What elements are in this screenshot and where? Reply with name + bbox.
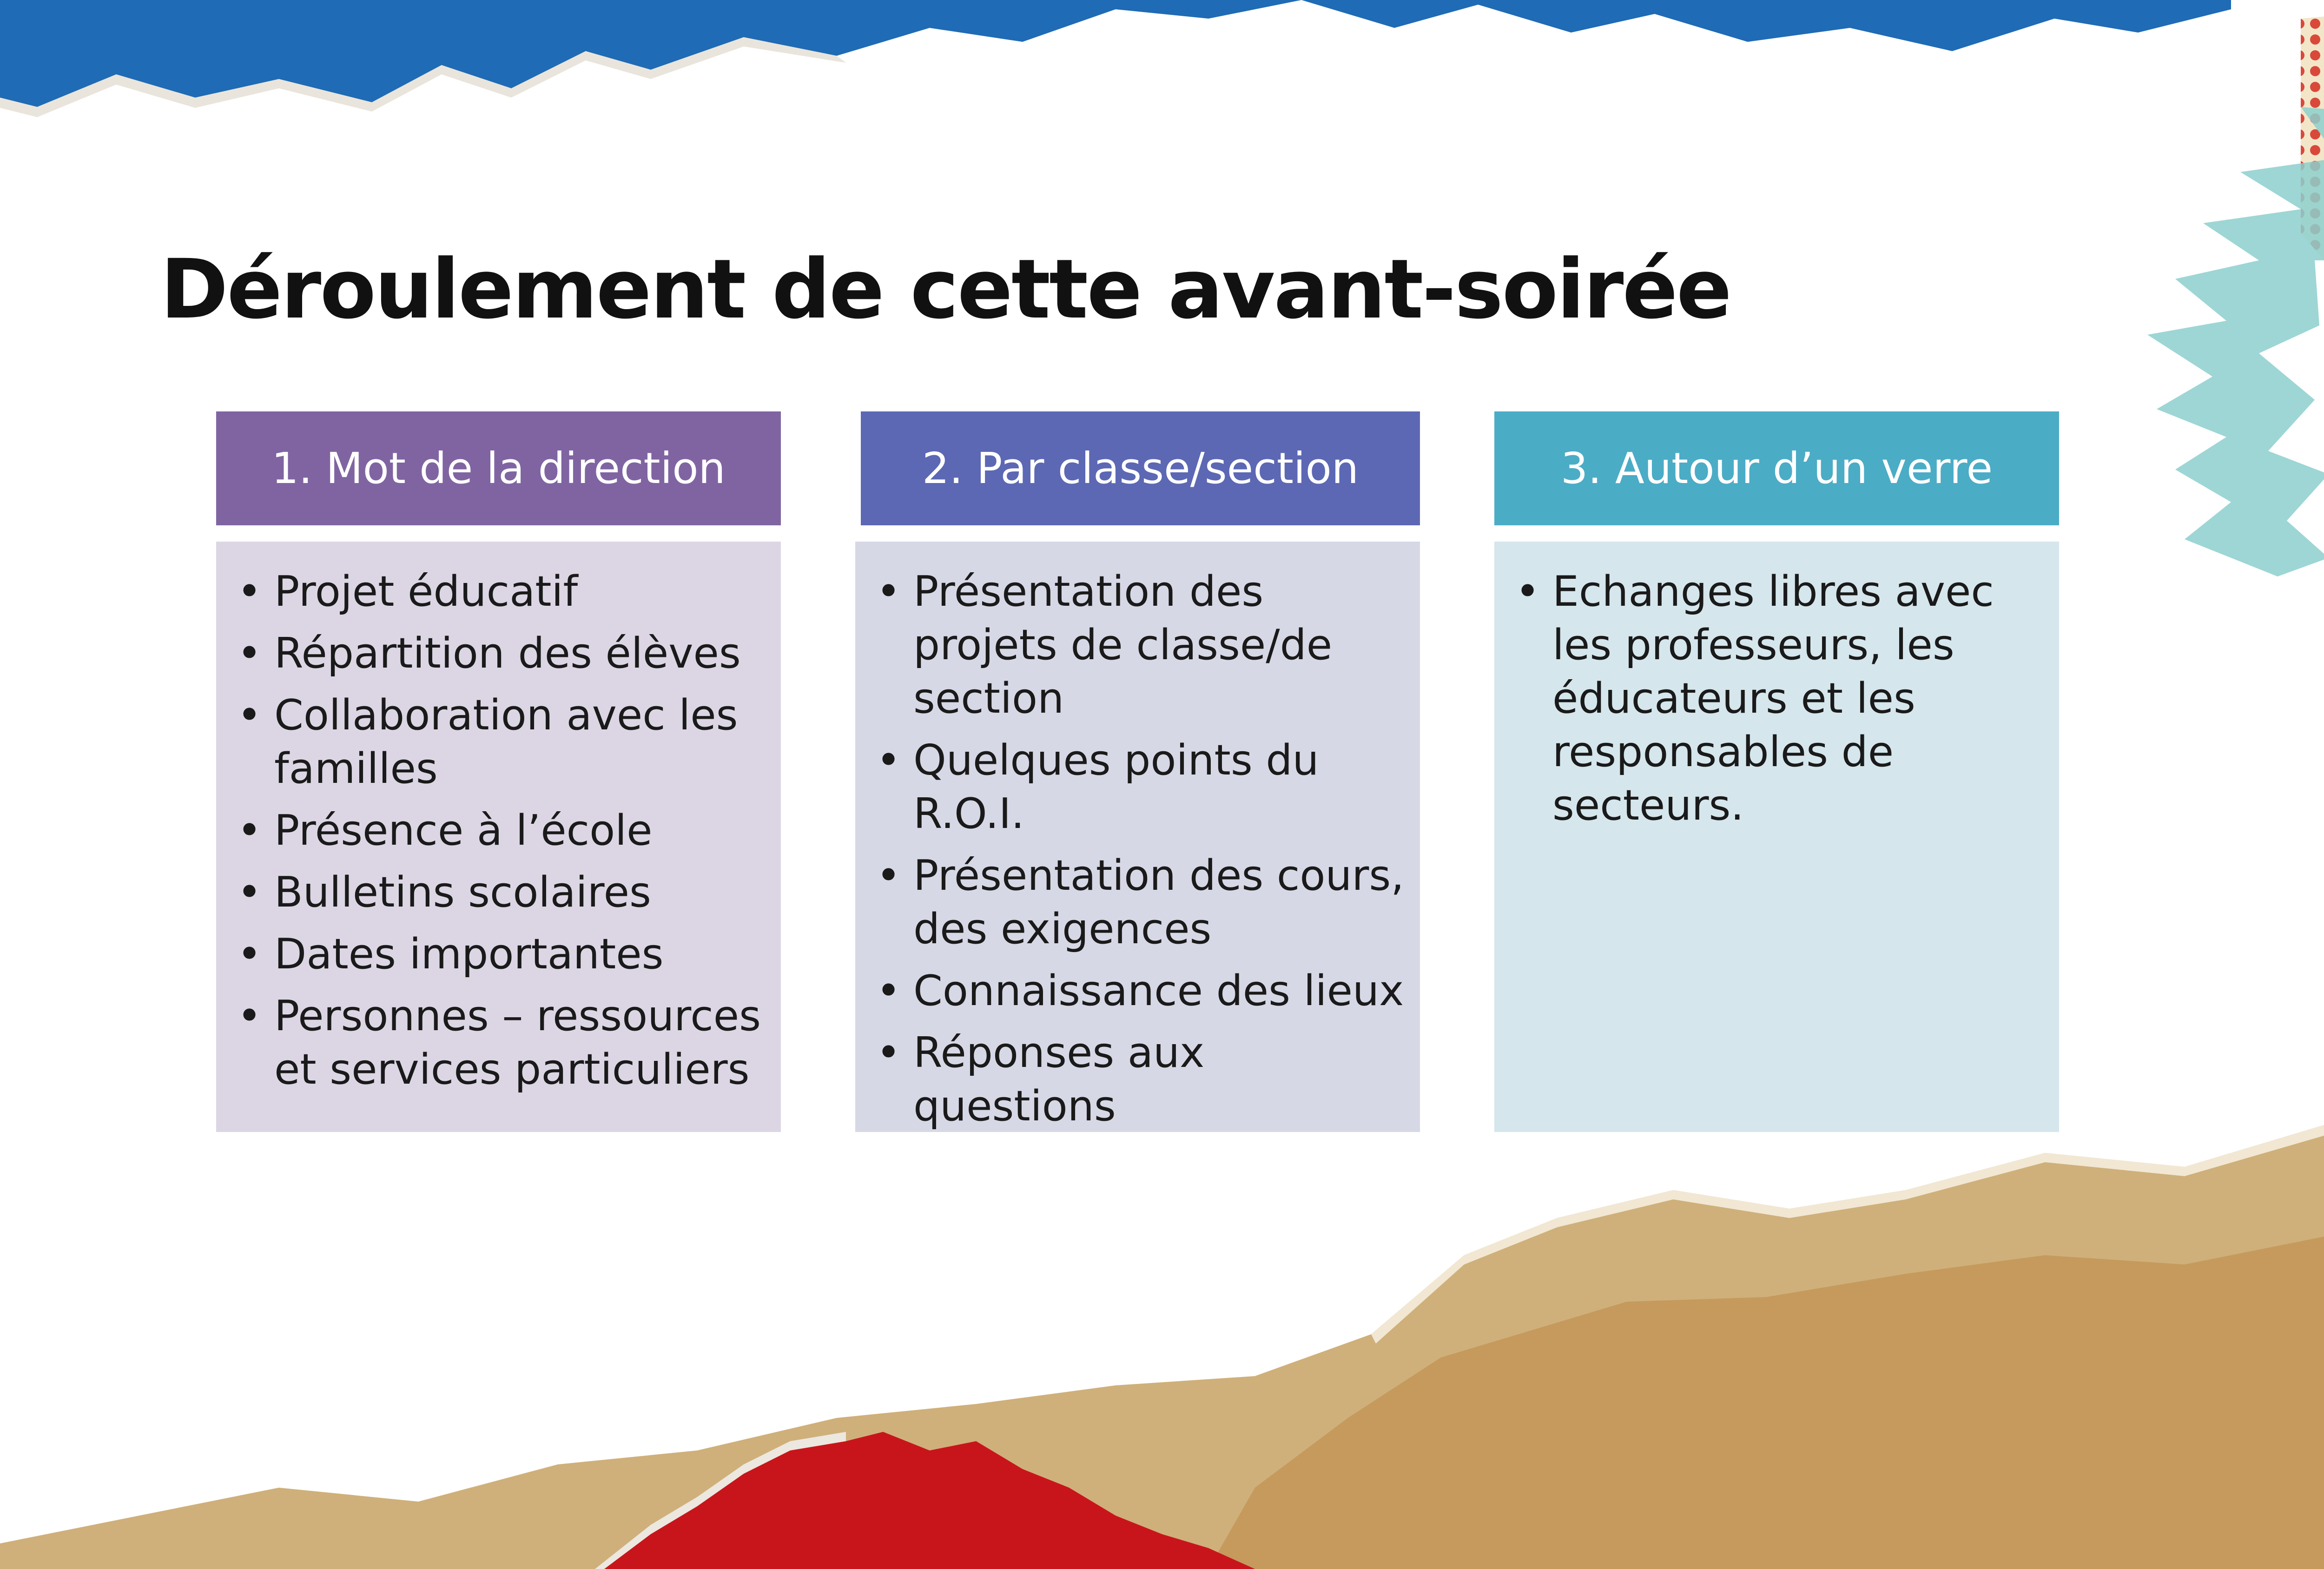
list-item: • Connaissance des lieux <box>876 964 1406 1018</box>
list-item: • Présentation des cours, des exigences <box>876 849 1406 956</box>
bullet-list-class-section <box>876 565 1406 1133</box>
list-item: • Personnes – ressources et services particuliers <box>237 989 767 1096</box>
column-body-direction <box>216 542 781 1132</box>
list-item: • Présentation des projets de classe/de section <box>876 565 1406 725</box>
list-item: • Collaboration avec les familles <box>237 689 767 795</box>
column-body-drink <box>1494 542 2059 1132</box>
list-item: • Répartition des élèves <box>237 627 767 680</box>
column-body-class-section <box>855 542 1420 1132</box>
column-drink <box>1494 411 2059 1132</box>
list-item: • Bulletins scolaires <box>237 866 767 919</box>
list-item: • Réponses aux questions <box>876 1026 1406 1133</box>
column-direction <box>216 411 781 1132</box>
list-item: • Présence à l’école <box>237 804 767 857</box>
column-header-drink: 3. Autour d’un verre <box>1494 411 2059 525</box>
column-class-section <box>855 411 1420 1132</box>
bullet-list-drink <box>1515 565 2045 832</box>
list-item: • Projet éducatif <box>237 565 767 618</box>
column-header-class-section: 2. Par classe/section <box>861 411 1420 525</box>
teal-zigzag <box>2147 14 2324 576</box>
slide-title: Déroulement de cette avant-soirée <box>160 242 1731 337</box>
bullet-list-direction <box>237 565 767 1096</box>
blue-torn-paper <box>0 0 2231 107</box>
list-item: • Dates importantes <box>237 927 767 981</box>
column-header-direction: 1. Mot de la direction <box>216 411 781 525</box>
list-item: • Echanges libres avec les professeurs, les éducateurs et les responsables de secteurs. <box>1515 565 2045 832</box>
list-item: • Quelques points du R.O.I. <box>876 734 1406 841</box>
